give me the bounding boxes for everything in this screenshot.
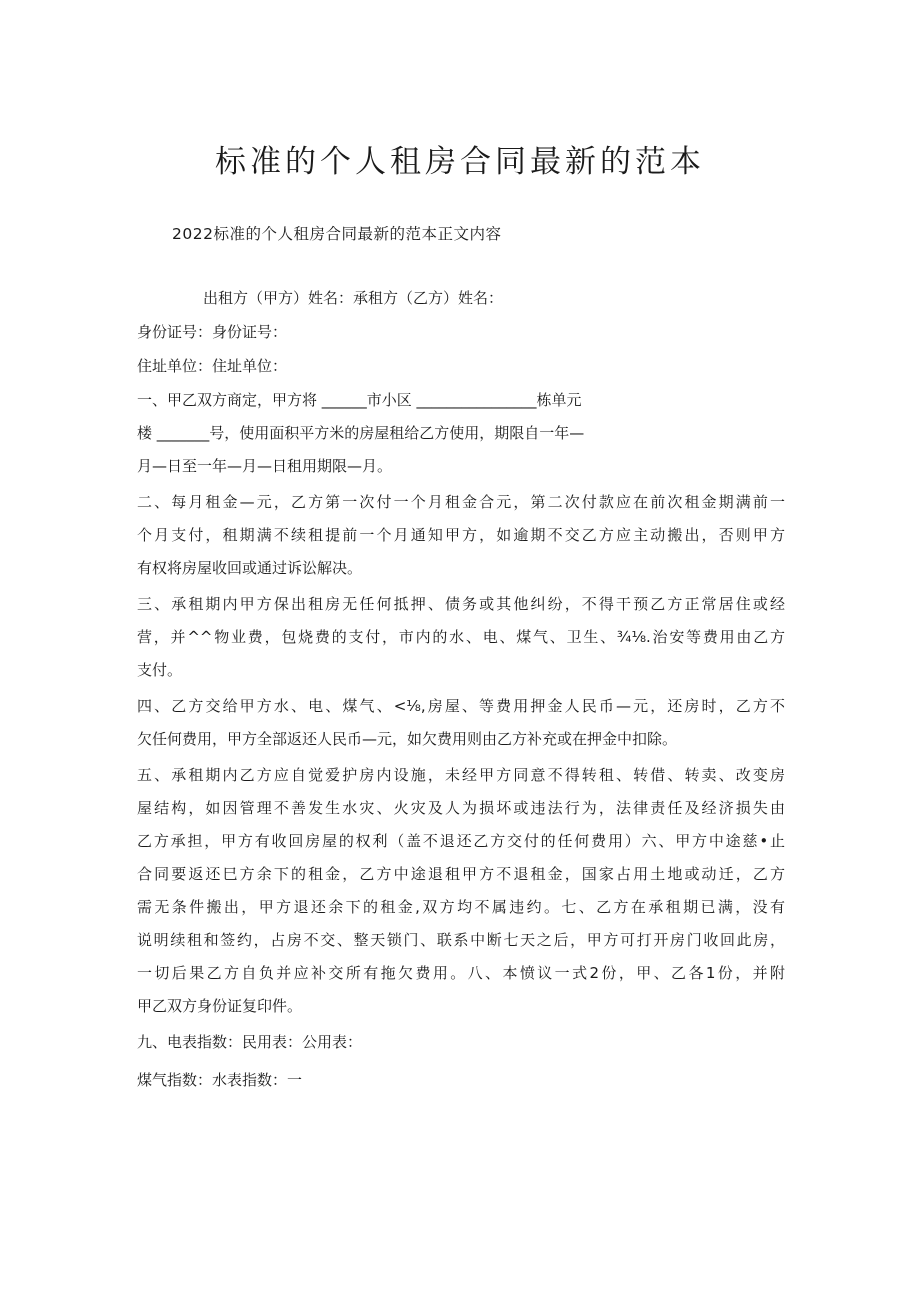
clause-5-line-7: 一切后果乙方自负并应补交所有拖欠费用。八、本愤议一式2份，甲、乙各1份，并附 — [137, 964, 785, 982]
clause-4-line-1: 四、乙方交给甲方水、电、煤气、<⅛,房屋、等费用押金人民币—元，还房时，乙方不 — [137, 697, 785, 715]
clause-1 — [137, 390, 785, 476]
clause-1-line-1: 一、甲乙双方商定，甲方将 ______市小区 ________________栋单元 — [137, 391, 582, 409]
address-line: 住址单位：住址单位： — [137, 357, 288, 375]
clause-2 — [137, 492, 785, 578]
clause-5-line-6: 说明续租和签约，占房不交、整天锁门、联系中断七天之后，甲方可打开房门收回此房， — [137, 931, 785, 949]
clause-2-line-3: 有权将房屋收回或通过诉讼解决。 — [137, 559, 363, 577]
clause-5-line-1: 五、承租期内乙方应自觉爱护房内设施，未经甲方同意不得转租、转借、转卖、改变房 — [137, 766, 785, 784]
clause-5-line-3: 乙方承担，甲方有收回房屋的权利（盖不退还乙方交付的任何费用）六、甲方中途慈•止 — [137, 832, 785, 850]
clause-3-line-2: 营，并^^物业费，包烧费的支付，市内的水、电、煤气、卫生、¾⅛.治安等费用由乙方 — [137, 628, 785, 646]
clause-5-line-8: 甲乙双方身份证复印件。 — [137, 997, 303, 1015]
clause-1-line-3: 月—日至一年—月—日租用期限—月。 — [137, 457, 393, 475]
document-title: 标准的个人租房合同最新的范本 — [215, 144, 705, 180]
document-subtitle: 2022标准的个人租房合同最新的范本正文内容 — [172, 225, 502, 243]
clause-2-line-2: 个月支付，租期满不续租提前一个月通知甲方，如逾期不交乙方应主动搬出，否则甲方 — [137, 526, 785, 544]
clause-4 — [137, 696, 785, 749]
id-card-line: 身份证号：身份证号： — [137, 323, 288, 341]
clause-4-line-2: 欠任何费用，甲方全部返还人民币—元，如欠费用则由乙方补充或在押金中扣除。 — [137, 730, 678, 748]
clause-3 — [137, 594, 785, 680]
electric-meter-line: 九、电表指数：民用表：公用表： — [137, 1033, 363, 1051]
clause-3-line-1: 三、承租期内甲方保出租房无任何抵押、债务或其他纠纷，不得干预乙方正常居住或经 — [137, 595, 785, 613]
clause-1-line-2: 楼 _______号，使用面积平方米的房屋租给乙方使用，期限自一年— — [137, 424, 585, 442]
gas-water-meter-line: 煤气指数：水表指数：一 — [137, 1071, 303, 1089]
parties-line: 出租方（甲方）姓名：承租方（乙方）姓名： — [203, 289, 504, 307]
clause-2-line-1: 二、每月租金—元，乙方第一次付一个月租金合元，第二次付款应在前次租金期满前一 — [137, 493, 785, 511]
clause-3-line-3: 支付。 — [137, 661, 183, 679]
clause-5-line-5: 需无条件搬出，甲方退还余下的租金,双方均不属违约。七、乙方在承租期已满，没有 — [137, 898, 785, 916]
contract-body — [137, 288, 785, 1090]
clause-5-line-2: 屋结构，如因管理不善发生水灾、火灾及人为损坏或违法行为，法律责任及经济损失由 — [137, 799, 785, 817]
clause-5 — [137, 765, 785, 1016]
clause-5-line-4: 合同要返还巳方余下的租金，乙方中途退租甲方不退租金，国家占用土地或动迁，乙方 — [137, 865, 785, 883]
